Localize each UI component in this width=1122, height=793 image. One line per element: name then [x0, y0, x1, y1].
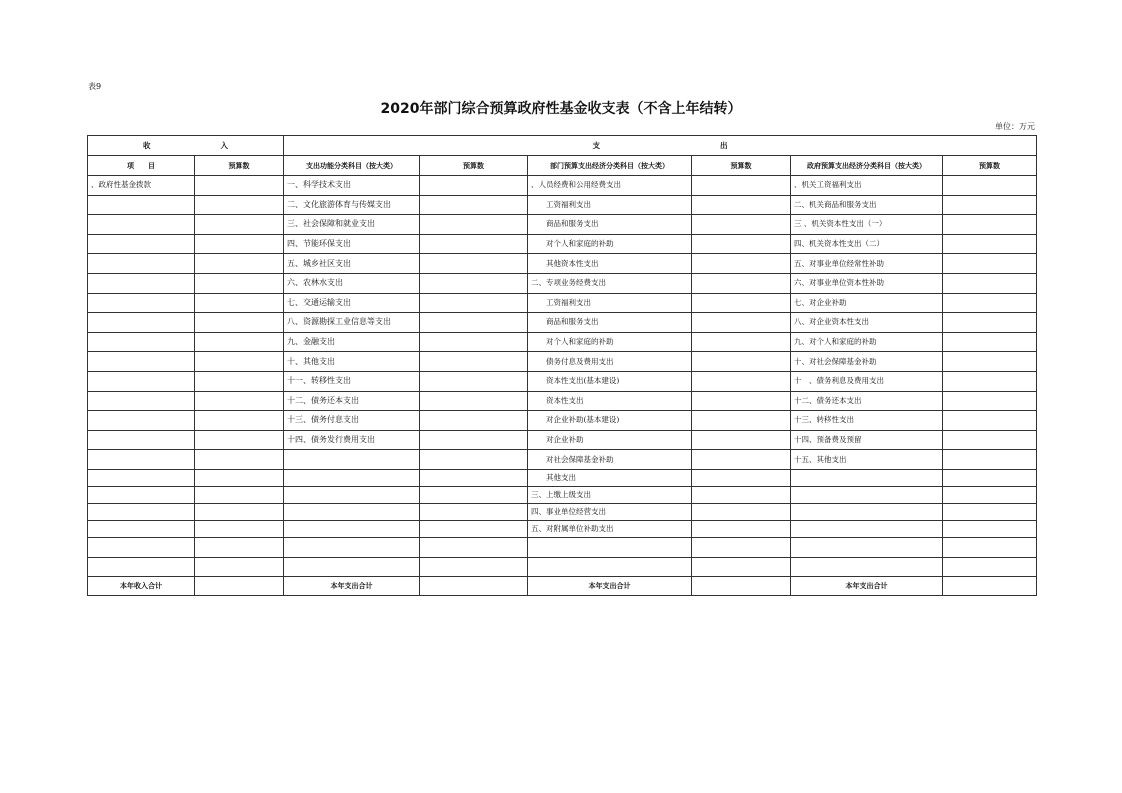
dept-budget-cell — [692, 273, 791, 293]
dept-budget-cell — [692, 520, 791, 537]
gov-budget-cell — [943, 557, 1037, 577]
gov-budget-cell — [943, 215, 1037, 235]
table-row — [88, 352, 1037, 372]
col-header-item: 项 目 — [88, 156, 195, 176]
func-item-cell: 九、金融支出 — [284, 332, 420, 352]
dept-item-cell: 商品和服务支出 — [528, 215, 692, 235]
dept-item-cell: 债务付息及费用支出 — [528, 352, 692, 372]
func-item-cell: 十一、转移性支出 — [284, 371, 420, 391]
gov-budget-cell — [943, 430, 1037, 450]
func-budget-cell — [420, 430, 528, 450]
dept-item-cell: 商品和服务支出 — [528, 313, 692, 333]
income-budget-cell — [195, 450, 284, 470]
dept-budget-cell — [692, 313, 791, 333]
gov-item-cell — [791, 503, 943, 520]
func-budget-cell — [420, 273, 528, 293]
budget-table — [87, 135, 1037, 596]
dept-item-cell: 工资福利支出 — [528, 195, 692, 215]
expense-header — [284, 136, 1037, 156]
income-item-cell — [88, 215, 195, 235]
dept-budget-cell — [692, 557, 791, 577]
table-row — [88, 293, 1037, 313]
func-budget-cell — [420, 520, 528, 537]
table-row — [88, 557, 1037, 577]
gov-item-cell — [791, 537, 943, 557]
col-header-budget-3: 预算数 — [692, 156, 791, 176]
func-budget-cell — [420, 234, 528, 254]
gov-item-cell — [791, 520, 943, 537]
income-budget-cell — [195, 332, 284, 352]
col-header-budget-2: 预算数 — [420, 156, 528, 176]
table-row — [88, 195, 1037, 215]
income-budget-cell — [195, 176, 284, 196]
table-row — [88, 234, 1037, 254]
dept-item-cell: 工资福利支出 — [528, 293, 692, 313]
income-budget-cell — [195, 273, 284, 293]
income-header-char-2: 入 — [220, 140, 228, 150]
table-row — [88, 254, 1037, 274]
gov-budget-cell — [943, 450, 1037, 470]
unit-label: 单位：万元 — [995, 122, 1035, 131]
dept-item-cell: 四、事业单位经营支出 — [528, 503, 692, 520]
dept-item-cell — [528, 557, 692, 577]
income-budget-cell — [195, 520, 284, 537]
expense-header-char-2: 出 — [720, 140, 728, 150]
dept-item-cell: 对个人和家庭的补助 — [528, 234, 692, 254]
func-budget-cell — [420, 411, 528, 431]
func-item-cell — [284, 486, 420, 503]
income-item-cell — [88, 469, 195, 486]
func-budget-cell — [420, 195, 528, 215]
gov-budget-cell — [943, 411, 1037, 431]
func-item-cell: 一、科学技术支出 — [284, 176, 420, 196]
income-item-cell — [88, 391, 195, 411]
table-row — [88, 313, 1037, 333]
gov-total-value — [943, 577, 1037, 596]
gov-budget-cell — [943, 486, 1037, 503]
income-item-cell — [88, 557, 195, 577]
func-budget-cell — [420, 176, 528, 196]
income-item-cell — [88, 430, 195, 450]
func-item-cell: 七、交通运输支出 — [284, 293, 420, 313]
dept-item-cell — [528, 537, 692, 557]
income-budget-cell — [195, 313, 284, 333]
income-item-cell: 、政府性基金拨款 — [88, 176, 195, 196]
func-budget-cell — [420, 332, 528, 352]
income-item-cell — [88, 352, 195, 372]
col-header-func: 支出功能分类科目（按大类） — [284, 156, 420, 176]
table-row — [88, 411, 1037, 431]
func-item-cell — [284, 537, 420, 557]
dept-total-value — [692, 577, 791, 596]
func-budget-cell — [420, 313, 528, 333]
gov-item-cell: 九、对个人和家庭的补助 — [791, 332, 943, 352]
dept-budget-cell — [692, 371, 791, 391]
table-row — [88, 176, 1037, 196]
func-item-cell: 十三、债务付息支出 — [284, 411, 420, 431]
dept-total-label: 本年支出合计 — [528, 577, 692, 596]
income-item-cell — [88, 293, 195, 313]
dept-budget-cell — [692, 332, 791, 352]
total-row — [88, 577, 1037, 596]
income-item-cell — [88, 195, 195, 215]
gov-budget-cell — [943, 537, 1037, 557]
gov-budget-cell — [943, 371, 1037, 391]
func-item-cell: 十二、债务还本支出 — [284, 391, 420, 411]
income-budget-cell — [195, 195, 284, 215]
dept-budget-cell — [692, 486, 791, 503]
dept-item-cell: 二、专项业务经费支出 — [528, 273, 692, 293]
gov-budget-cell — [943, 313, 1037, 333]
gov-budget-cell — [943, 293, 1037, 313]
gov-budget-cell — [943, 503, 1037, 520]
income-budget-cell — [195, 371, 284, 391]
gov-budget-cell — [943, 254, 1037, 274]
func-budget-cell — [420, 215, 528, 235]
gov-item-cell: 五、对事业单位经常性补助 — [791, 254, 943, 274]
table-row — [88, 537, 1037, 557]
income-budget-cell — [195, 430, 284, 450]
func-budget-cell — [420, 469, 528, 486]
func-item-cell — [284, 520, 420, 537]
gov-budget-cell — [943, 176, 1037, 196]
gov-item-cell: 十三、转移性支出 — [791, 411, 943, 431]
income-item-cell — [88, 486, 195, 503]
func-budget-cell — [420, 391, 528, 411]
income-budget-cell — [195, 391, 284, 411]
gov-budget-cell — [943, 391, 1037, 411]
gov-budget-cell — [943, 520, 1037, 537]
table-row — [88, 520, 1037, 537]
gov-item-cell: 六、对事业单位资本性补助 — [791, 273, 943, 293]
dept-budget-cell — [692, 411, 791, 431]
table-row — [88, 469, 1037, 486]
gov-budget-cell — [943, 332, 1037, 352]
func-item-cell — [284, 557, 420, 577]
table-row — [88, 371, 1037, 391]
func-item-cell: 八、资源勘探工业信息等支出 — [284, 313, 420, 333]
table-row — [88, 215, 1037, 235]
dept-budget-cell — [692, 215, 791, 235]
dept-item-cell: 其他支出 — [528, 469, 692, 486]
income-budget-cell — [195, 293, 284, 313]
dept-budget-cell — [692, 450, 791, 470]
income-item-cell — [88, 273, 195, 293]
func-budget-cell — [420, 486, 528, 503]
func-budget-cell — [420, 557, 528, 577]
income-item-cell — [88, 234, 195, 254]
func-total-label: 本年支出合计 — [284, 577, 420, 596]
gov-item-cell — [791, 469, 943, 486]
gov-item-cell: 四、机关资本性支出（二） — [791, 234, 943, 254]
table-row — [88, 332, 1037, 352]
func-item-cell: 六、农林水支出 — [284, 273, 420, 293]
income-budget-cell — [195, 215, 284, 235]
dept-budget-cell — [692, 352, 791, 372]
col-header-budget: 预算数 — [195, 156, 284, 176]
dept-item-cell: 五、对附属单位补助支出 — [528, 520, 692, 537]
dept-budget-cell — [692, 537, 791, 557]
table-row — [88, 450, 1037, 470]
gov-item-cell: 三 、机关资本性支出（一） — [791, 215, 943, 235]
func-budget-cell — [420, 254, 528, 274]
gov-item-cell: 八、对企业资本性支出 — [791, 313, 943, 333]
gov-item-cell: 、机关工资福利支出 — [791, 176, 943, 196]
func-item-cell: 二、文化旅游体育与传媒支出 — [284, 195, 420, 215]
gov-budget-cell — [943, 234, 1037, 254]
func-total-value — [420, 577, 528, 596]
income-item-cell — [88, 520, 195, 537]
income-total-value — [195, 577, 284, 596]
dept-budget-cell — [692, 234, 791, 254]
expense-header-char-1: 支 — [592, 140, 601, 150]
income-header-char-1: 收 — [143, 140, 151, 150]
header-row-top — [88, 136, 1037, 156]
func-item-cell — [284, 503, 420, 520]
func-budget-cell — [420, 537, 528, 557]
func-budget-cell — [420, 450, 528, 470]
table-row — [88, 503, 1037, 520]
func-item-cell — [284, 469, 420, 486]
income-header — [88, 136, 284, 156]
func-item-cell: 四、节能环保支出 — [284, 234, 420, 254]
gov-item-cell: 二、机关商品和服务支出 — [791, 195, 943, 215]
income-budget-cell — [195, 469, 284, 486]
income-item-cell — [88, 254, 195, 274]
dept-item-cell: 资本性支出 — [528, 391, 692, 411]
table-number: 表9 — [88, 82, 102, 91]
gov-item-cell — [791, 557, 943, 577]
gov-budget-cell — [943, 352, 1037, 372]
dept-budget-cell — [692, 469, 791, 486]
header-row-columns — [88, 156, 1037, 176]
col-header-budget-4: 预算数 — [943, 156, 1037, 176]
income-item-cell — [88, 371, 195, 391]
func-budget-cell — [420, 371, 528, 391]
dept-budget-cell — [692, 176, 791, 196]
func-item-cell: 十四、债务发行费用支出 — [284, 430, 420, 450]
income-item-cell — [88, 450, 195, 470]
gov-budget-cell — [943, 273, 1037, 293]
gov-total-label: 本年支出合计 — [791, 577, 943, 596]
dept-budget-cell — [692, 293, 791, 313]
dept-item-cell: 对社会保障基金补助 — [528, 450, 692, 470]
income-item-cell — [88, 313, 195, 333]
table-row — [88, 486, 1037, 503]
table-row — [88, 273, 1037, 293]
income-item-cell — [88, 537, 195, 557]
income-budget-cell — [195, 503, 284, 520]
gov-item-cell: 十二、债务还本支出 — [791, 391, 943, 411]
dept-budget-cell — [692, 254, 791, 274]
gov-item-cell: 十、对社会保障基金补助 — [791, 352, 943, 372]
func-item-cell: 十、其他支出 — [284, 352, 420, 372]
gov-budget-cell — [943, 469, 1037, 486]
dept-budget-cell — [692, 430, 791, 450]
page-title: 2020年部门综合预算政府性基金收支表（不含上年结转） — [380, 101, 742, 117]
dept-budget-cell — [692, 195, 791, 215]
gov-item-cell: 十 、债务利息及费用支出 — [791, 371, 943, 391]
gov-item-cell: 十五、其他支出 — [791, 450, 943, 470]
col-header-gov-econ: 政府预算支出经济分类科目（按大类） — [791, 156, 943, 176]
table-row — [88, 391, 1037, 411]
income-budget-cell — [195, 411, 284, 431]
income-item-cell — [88, 503, 195, 520]
dept-item-cell: 资本性支出(基本建设) — [528, 371, 692, 391]
income-item-cell — [88, 411, 195, 431]
func-item-cell: 三、社会保障和就业支出 — [284, 215, 420, 235]
dept-item-cell: 对企业补助 — [528, 430, 692, 450]
dept-budget-cell — [692, 503, 791, 520]
dept-item-cell: 对企业补助(基本建设) — [528, 411, 692, 431]
func-budget-cell — [420, 503, 528, 520]
dept-item-cell: 对个人和家庭的补助 — [528, 332, 692, 352]
income-budget-cell — [195, 557, 284, 577]
col-header-dept-econ: 部门预算支出经济分类科目（按大类） — [528, 156, 692, 176]
income-budget-cell — [195, 234, 284, 254]
table-row — [88, 430, 1037, 450]
gov-item-cell: 十四、预备费及预留 — [791, 430, 943, 450]
gov-item-cell: 七、对企业补助 — [791, 293, 943, 313]
income-budget-cell — [195, 486, 284, 503]
dept-item-cell: 三、上缴上级支出 — [528, 486, 692, 503]
income-total-label: 本年收入合计 — [88, 577, 195, 596]
func-budget-cell — [420, 293, 528, 313]
income-budget-cell — [195, 537, 284, 557]
func-budget-cell — [420, 352, 528, 372]
func-item-cell — [284, 450, 420, 470]
dept-item-cell: 其他资本性支出 — [528, 254, 692, 274]
gov-item-cell — [791, 486, 943, 503]
income-budget-cell — [195, 352, 284, 372]
dept-item-cell: 、人员经费和公用经费支出 — [528, 176, 692, 196]
income-budget-cell — [195, 254, 284, 274]
income-item-cell — [88, 332, 195, 352]
dept-budget-cell — [692, 391, 791, 411]
func-item-cell: 五、城乡社区支出 — [284, 254, 420, 274]
gov-budget-cell — [943, 195, 1037, 215]
